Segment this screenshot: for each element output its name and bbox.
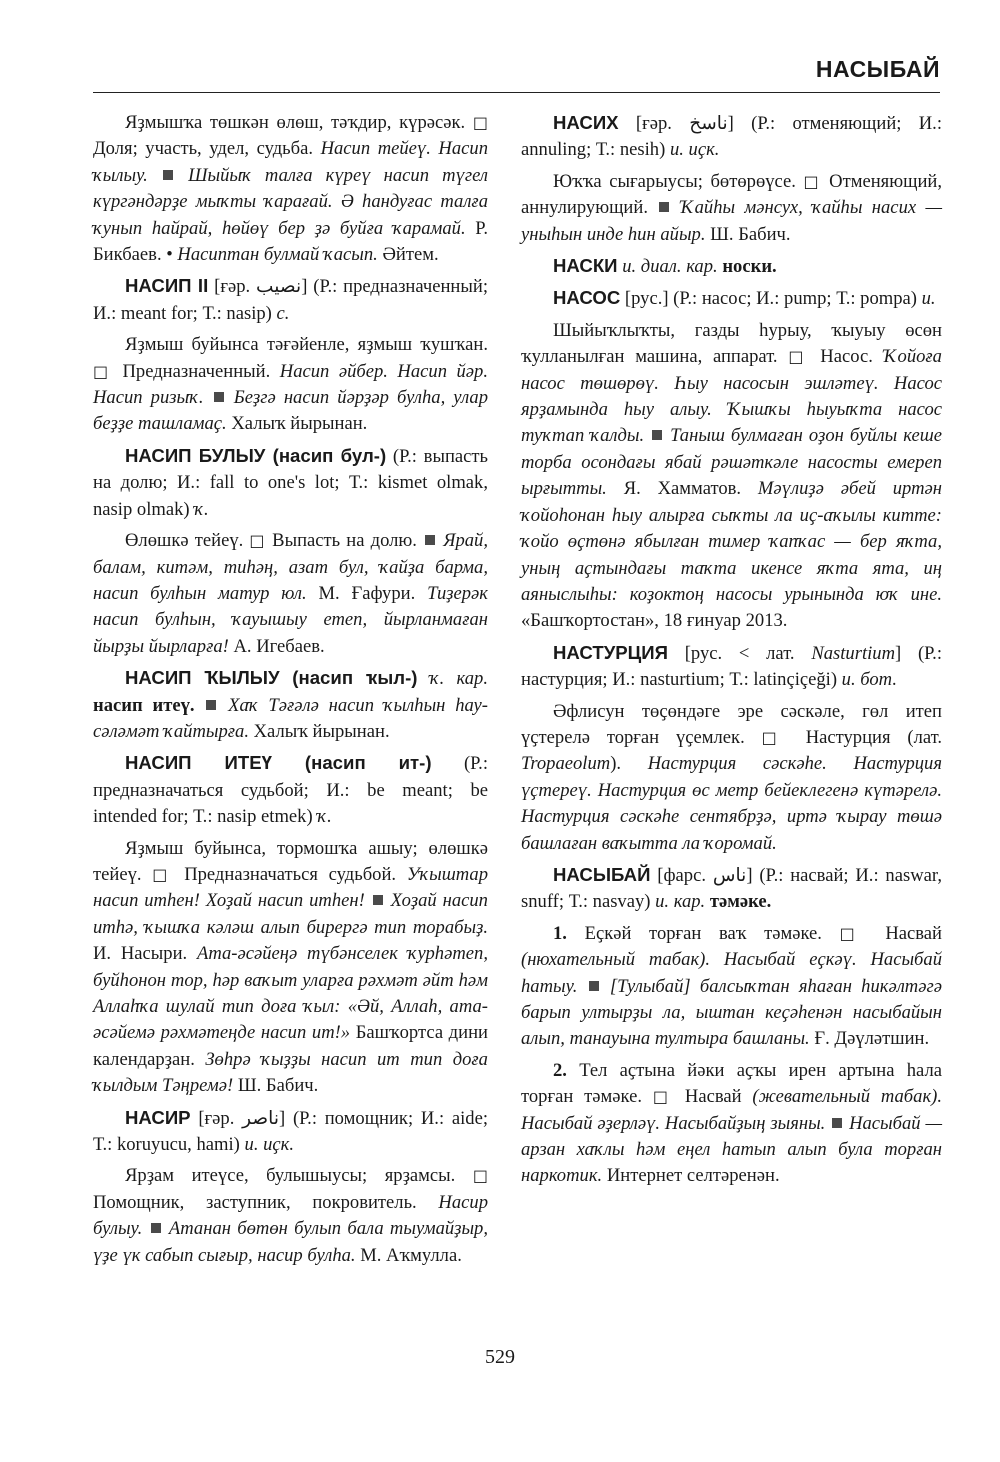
text-run: Шыйыҡлыҡты, газды һурыу, ҡыуыу өсөн ҡулланылған машина, аппарат. [521,319,942,368]
text-run [644,425,650,446]
entry-paragraph [93,528,488,660]
entry-paragraph [521,110,942,164]
text-run: Халыҡ йырынан. [248,720,390,742]
example-square-icon [589,981,599,991]
text-run: Предназначаться судьбой. [173,863,407,885]
italic-example: и. [921,288,936,310]
italic-example: Шыйыҡ талға күреү насип түгел күргәндәрҙе мыҡты ҡарағай. Ә һандуғас талға ҡунып һайрай, һөйөү бер ҙә буйға ҡарамай. [93,164,489,239]
text-run [825,1113,830,1134]
example-square-icon [373,895,383,905]
entry-paragraph [93,1163,488,1269]
text-run: ] (Р.: настурция; И.: nasturtium; Т.: latinçiçeği) [521,642,942,691]
italic-example: и. иҫк. [244,1134,295,1156]
entry-paragraph [521,1058,942,1190]
translation-square-icon: □ [152,864,174,884]
text-run [175,165,188,186]
text-run: Өлөшкә тейеү. [125,530,250,552]
entry-paragraph [93,332,488,438]
entry-paragraph [93,836,488,1100]
text-run [671,197,680,218]
text-run: Я. Хамматов. [606,478,758,500]
text-run: (Р.: предназначаться судьбой; И.: be meant; be intended for; Т.: nasip etmek) [93,753,488,828]
entry-paragraph [93,110,488,268]
italic-example: Ҡайһы мәнсух, ҡайһы насих — уныһын инде һин айыр. [521,197,942,245]
italic-example: (нюхательный табак). Насыбай еҫкәү. Насыбай һатыу. [521,949,942,997]
headword: НАСИХ [553,112,619,133]
italic-example: ҡ. кар. [429,668,488,690]
headword: НАСИП II [125,275,209,297]
italic-example: Беҙгә насип йәрҙәр булһа, улар беҙҙе ташламаҫ. [93,387,488,435]
text-run: А. Игебаев. [228,635,325,657]
text-run: Ярҙам итеүсе, булышыусы; ярҙамсы. [125,1165,473,1187]
guide-word: НАСЫБАЙ [815,56,940,82]
text-run [418,668,430,689]
headword: НАСЫБАЙ [553,863,651,885]
translation-square-icon: □ [788,347,810,367]
text-run: [рус. < лат. [668,642,812,664]
italic-example: и. кар. [655,891,706,913]
translation-square-icon: □ [93,361,113,381]
text-run: Яҙмышҡа төшкән өлөш, тәҡдир, күрәсәк. [125,112,473,133]
phrase-headword: НАСИП ИТЕҮ (насип ит-) [125,752,432,774]
text-run: М. Аҡмулла. [355,1244,462,1266]
entry-paragraph [521,699,942,857]
italic-example: Атанан бөтөн булып бала тыумайҙыр, үҙе үк сабып сығыр, насир булһа. [93,1218,488,1266]
text-run: Насвай [867,922,942,944]
example-square-icon [652,430,662,440]
italic-example: ҡ. [194,498,209,520]
text-run: [рус.] (Р.: насос; И.: pump; Т.: pompa) [620,288,922,310]
text-run [218,695,228,716]
text-run: Ш. Бабич. [233,1075,319,1097]
text-run: [ғәр. ناصر] (Р.: помощник; И.: aide; Т.: koruyucu, hami) [93,1107,488,1156]
italic-example: Таныш булмаған оҙон буйлы кеше торба осондағы ябай рәшәткәле насосты емереп ырғытты. [521,425,943,500]
italic-example: Насип тейеү. Насип ҡылыу. [93,138,488,186]
example-square-icon [659,202,669,212]
italic-example: Мәүлиҙә әбей иртән ҡойоһонан һыу алырға сыҡты ла иҫ-аҡылы китте: ҡойо өҫтөнә ябылған тимер ҡапҡас — бер яҡта, уның аҫтындағы таҡта икенсе яҡта ята, иң аяныслыһы: коҙоктоң насосы урынында юҡ ине. [521,478,942,605]
entry-paragraph [521,253,942,280]
text-run: Әфлисун төҫөндәге эре сәскәле, гөл итеп үҫтерелә торған үҫемлек. [521,700,942,748]
text-run: Предназначенный. [112,360,280,382]
text-run: Ғ. Дәүләтшин. [809,1028,930,1050]
page-header [93,48,940,93]
phrase-headword: НАСИП ҠЫЛЫУ (насип ҡыл-) [125,667,418,689]
example-square-icon [214,392,224,402]
translation-square-icon: □ [472,1166,488,1186]
italic-example: Насиптан булмай ҡасып. [177,244,378,266]
text-run: Әйтем. [377,244,439,266]
entry-paragraph [521,862,942,916]
example-square-icon [425,535,435,545]
translation-square-icon: □ [249,531,267,551]
bold-reference: тәмәке. [709,891,772,913]
text-run: Тел аҫтына йәки аҫҡы ирен артына һала торған тәмәке. [521,1059,942,1108]
italic-example: Ҡойоға насос төшөрөү. Һыу насосын эшләтеү. Насос ярҙамында һыу алыу. Ҡышҡы һыуыҡта насос туҡтап ҡалды. [521,346,942,447]
translation-square-icon: □ [761,727,789,747]
italic-example: ҡ. [317,806,332,828]
entry-paragraph [521,169,942,248]
italic-example: Хаҡ Тәғәлә насип ҡылһын һау-сәләмәт ҡайтырға. [93,694,488,742]
entry-paragraph [93,750,488,830]
text-run: [ғәр. ناسخ] (Р.: отменяющий; И.: annuling; Т.: nesih) [521,113,942,161]
example-square-icon [832,1118,842,1128]
text-run [142,1218,148,1239]
translation-square-icon: □ [803,171,822,191]
text-run [148,165,161,186]
bold-reference: 1. [553,922,567,944]
italic-example: Хоҙай насип итһә, ҡышҡа кәләш алып бирергә тип торабыҙ. [93,890,488,938]
text-run: Яҙмыш буйынса, тормошҡа ашыу; өлөшкә тейеү. [93,837,488,885]
text-run: ). [610,753,648,775]
italic-example: Насир булыу. [93,1191,488,1240]
italic-example: Тиҙерәк насип булһын, ҡауышыу етеп, йырланмаған йырҙы йырларға! [93,582,489,657]
text-run: Насвай [674,1086,753,1108]
text-run: Яҙмыш буйынса тәғәйенле, яҙмыш ҡушҡан. [125,334,488,356]
text-run: Ш. Бабич. [705,223,791,245]
entry-paragraph [521,285,942,312]
italic-example: и. бот. [841,669,897,691]
right-column [521,110,942,1195]
bold-reference: носки. [722,256,777,278]
italic-example: (жевательный табак). Насыбай әҙерләү. Насыбайҙың зыяны. [521,1086,942,1134]
text-run [226,387,234,408]
entry-paragraph [521,318,942,635]
text-run: Насос. [809,346,884,368]
italic-example: Ярай, балам, китәм, тиһәң, азат бул, ҡайҙа барма, насип булһын матур юл. [93,530,488,604]
text-run [204,387,212,408]
italic-example: Ата-әсәйеңә түбәнселек ҡурһәтеп, буйһонон тор, һәр ваҡыт уларға рәхмәт әйт һәм Аллаһҡа шулай тип доға ҡыл: «Әй, Аллаһ, ата-әсәйемә рәхмәтеңде насип ит!» [93,943,488,1044]
text-run: [ғәр. نصيب] (Р.: предназначенный; И.: meant for; Т.: nasip) [93,276,488,324]
translation-square-icon: □ [652,1087,675,1107]
page-number: 529 [485,1346,515,1368]
headword: НАСОС [553,287,621,309]
headword: НАСКИ [553,255,618,277]
text-run: Халыҡ йырынан. [226,413,368,435]
entry-paragraph [93,443,488,523]
italic-example: Насыбай — арзан хаҡлы һәм еңел һатып алып була торған наркотик. [521,1112,942,1187]
entry-paragraph [93,273,488,327]
text-run: Интернет селтәренән. [602,1165,780,1187]
italic-example: Уҡыштар насип итһен! Хоҙай насип итһен! [93,863,489,912]
entry-paragraph [93,665,488,745]
bold-reference: насип итеү. [93,694,195,716]
italic-example: и. диал. кар. [622,256,718,278]
text-run [195,695,205,716]
text-run: Настурция (лат. [788,726,942,748]
text-run: Выпасть на долю. [266,530,424,552]
text-run: «Башҡортостан», 18 ғинуар 2013. [521,610,788,632]
entry-paragraph [521,640,942,694]
text-run [601,976,610,997]
italic-example: с. [276,302,290,324]
example-square-icon [206,700,216,710]
translation-square-icon: □ [839,923,868,943]
italic-example: и. иҫк. [669,139,720,161]
italic-example: [Тулыбай] балсыҡтан яһаған һикәлтәгә барып ултырҙы ла, ыштан кеҫәһенән насыбайын алып, танауына тултыра башланы. [521,975,942,1050]
text-run: • [166,244,173,266]
text-run: Юҡҡа сығарыусы; бөтөрөүсе. [553,170,804,192]
translation-square-icon: □ [472,113,488,132]
italic-example: Nasturtium [811,642,896,664]
italic-example: Насип әйбер. Насип йәр. Насип ризыҡ. [93,360,488,409]
example-square-icon [151,1223,161,1233]
headword: НАСТУРЦИЯ [553,641,668,663]
entry-paragraph [521,921,942,1053]
text-run: М. Ғафури. [306,582,428,604]
bold-reference: 2. [553,1059,567,1081]
text-run [577,976,586,997]
phrase-headword: НАСИП БУЛЫУ (насип бул-) [125,444,387,466]
left-column [93,110,488,1274]
text-run [365,890,371,911]
text-run: Доля; участь, удел, судьба. [93,138,321,160]
headword: НАСИР [125,1106,191,1128]
text-run: [фарс. ناس] (Р.: насвай; И.: naswar, snuff; Т.: nasvay) [521,864,942,913]
text-run: Еҫкәй торған ваҡ тәмәке. [566,922,840,944]
text-run: Р. Бикбаев. [93,217,488,266]
italic-example: Зөһрә ҡыҙҙы насип ит тип доға ҡылдым Тәңремә! [93,1048,488,1097]
text-run: (Р.: выпасть на долю; И.: fall to one's lot; Т.: kismet olmak, nasip olmak) [93,445,489,520]
text-run: Башҡортса дини календарҙан. [93,1022,488,1070]
text-run: Отменяющий, аннулирующий. [521,170,942,219]
italic-example: Настурция сәскәһе. Настурция үҫтереү. Настурция өс метр бейеклегенә күтәрелә. Настурция сәскәһе сентябрҙә, иртә ҡырау төшә башлаған ваҡытта ла ҡоромай. [521,753,942,854]
example-square-icon [163,170,173,180]
italic-example: Tropaeolum [521,753,611,775]
text-run: И. Насыри. [93,943,197,965]
entry-paragraph [93,1105,488,1159]
text-run: Помощник, заступник, покровитель. [93,1191,439,1213]
